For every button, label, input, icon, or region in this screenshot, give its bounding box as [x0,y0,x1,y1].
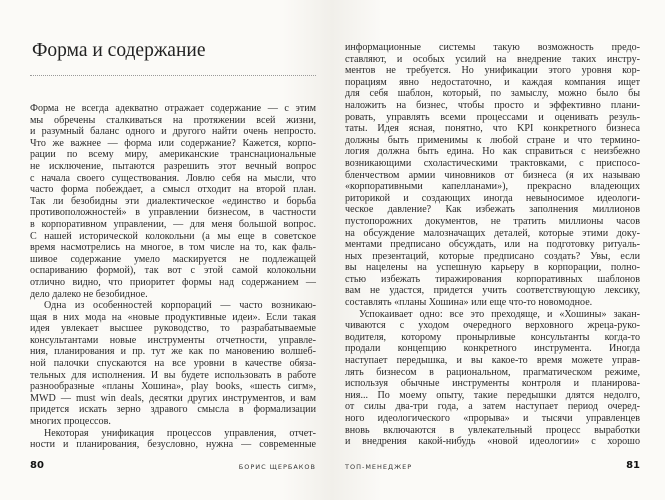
text-line: таты. Идея ясная, понятно, что KPI конкретного бизнеса [345,123,640,135]
page-number: 80 [30,460,44,471]
text-line: чиваются с уходом очередного верховного жреца-руко- [345,320,640,332]
right-page [332,0,665,500]
body-text [30,103,316,451]
text-line: Что же важнее — форма или содержание? Кажется, корпо- [30,137,316,149]
text-line: на обсуждение малозначащих деталей, которые этими доку- [345,227,640,239]
text-line: ного идеологического «прорыва» и тысячи управленцев [345,413,640,424]
text-line: часто форма побеждает, а смысл отходит на второй план. [30,184,316,196]
text-line: для себя шаблон, который, по замыслу, можно было бы [345,88,640,100]
text-line: ной палочки спускаются на все уровни в качестве обяза- [30,358,316,370]
text-line: вновь включаются в увлекательный процесс выработки [345,424,640,436]
text-line: составлять «планы Хошина» или еще что-то новомодное. [345,297,593,309]
text-line: порациям явно недостаточно, и каждая компания ищет [345,76,640,88]
text-line: ния, планирования и пр. тут же как по мановению волшеб- [30,346,316,358]
text-line: MWD — must win deals, десятки других инструментов, и вам [30,392,316,404]
text-line: время насмотрелись на многое, в том числе на то, как фаль- [30,242,316,254]
text-line: шивое содержание умело маскируется не подлежащей [30,253,316,265]
text-line: ности и планирования, безусловно, нужна — современные [30,439,316,451]
text-line: с начала своего существования. Ловлю себя на мысли, что [30,172,316,184]
text-line: водителя, которому пронырливые консультанты когда-то [345,331,640,343]
text-line: щая в них мода на «новые продуктивные идеи». Если такая [30,311,316,323]
title-divider [30,75,316,76]
text-line: противоположностей» в управлении бизнесом, в частности [30,207,316,219]
text-line: рации по всему миру, американские транснациональные [30,149,316,161]
text-line: стью избежать тиражирования корпоративных шаблонов [345,273,640,285]
text-line: мы обречены сталкиваться на протяжении всей жизни, [30,114,316,126]
text-line: разнообразные «планы Хошина», play books, «шесть сигм», [30,381,316,393]
text-line: и внедрения какой-нибудь «новой идеологии» с хорошо [345,436,640,448]
text-line: придется искать зерно здравого смысла в формализации [30,404,316,416]
text-line: не исключение, пытаются разрешить этот вечный вопрос [30,160,316,172]
text-line: ных презентаций, которые предписано создать? Увы, если [345,250,640,262]
text-line: Так ли безобидны эти диалектическое «единство и борьба [30,195,316,207]
paragraph [30,300,316,428]
paragraph [345,42,640,309]
text-line: ментами предписано обсуждать, или на подготовку ритуаль- [345,239,640,251]
text-line: Одна из особенностей корпораций — часто возникаю- [44,300,316,312]
text-line: продали концепцию конкретного инструмента. Иногда [345,343,640,355]
text-line: от силы два-три года, а затем наступает период очеред- [345,401,640,413]
text-line: возникающими схоластическими трактовками, с приспосо- [345,157,640,169]
text-line: бленчеством армии чиновников от бизнеса (я их называю [345,169,640,181]
text-line: используя обычные инструменты контроля и планирова- [345,378,640,390]
text-line: ческое давление? Как избежать заполнения миллионов [345,204,640,216]
text-line: многих процессов. [30,416,111,428]
text-line: консультантами новые инструменты отчетности, управле- [30,334,316,346]
text-line: информационные системы такую возможность предо- [345,42,640,53]
text-line: ния... По моему опыту, такие передышки длятся недолго, [345,389,640,401]
text-line: Форма не всегда адекватно отражает содержание — с этим [30,103,316,114]
text-line: в корпоративном управлении, — для меня большой вопрос. [30,218,316,230]
page-number: 81 [626,460,640,471]
text-line: отлично видно, что приоритет формы над содержанием — [30,276,316,288]
text-line: «корпоративными капелланами»), прекрасно владеющих [345,181,640,193]
paragraph [30,103,316,300]
text-line: ровать, управлять всеми процессами и оценивать резуль- [345,111,640,123]
paragraph [345,309,640,448]
text-line: риторикой и создающих иногда невыносимое идеологи- [345,192,640,204]
text-line: и разумный баланс одного и другого найти очень непросто. [30,126,316,138]
text-line: ментов не требуется. Но унификации этого уровня кор- [345,65,640,77]
running-head-author: БОРИС ЩЕРБАКОВ [238,463,316,471]
left-page [0,0,332,500]
chapter-title: Форма и содержание [32,40,206,61]
text-line: логия должна быть едина. Но как справиться с неизбежно [345,146,640,158]
text-line: Некоторая унификация процессов управления, отчет- [44,427,316,439]
text-line: Успокаивает одно: все это преходяще, и «Хошины» закан- [359,308,640,320]
text-line: дело далеко не безобидное. [30,288,148,300]
body-text [345,42,640,448]
text-line: вы нацелены на успешную карьеру в корпорации, полно- [345,262,640,274]
text-line: С нашей исторической колокольни (а мы еще в советское [30,230,316,242]
text-line: вам не удастся, придется учить соответствующую лексику, [345,285,640,297]
text-line: должны быть применимы к любой стране и что термино- [345,134,640,146]
text-line: идея увлекает высшее руководство, то разрабатываемые [30,323,316,335]
text-line: пустопорожних документов, не тратить миллионы часов [345,215,640,227]
text-line: ставляют, и особых усилий на внедрение таких инстру- [345,53,640,65]
running-head-book: ТОП-МЕНЕДЖЕР [345,463,413,471]
text-line: лять бизнесом в рациональном, прагматическом режиме, [345,366,640,378]
text-line: наложить на бизнес, чтобы просто и эффективно плани- [345,99,640,111]
text-line: оспариванию формой), так вот с этой самой колокольни [30,265,316,277]
text-line: наступает передышка, и вы какое-то время можете управ- [345,355,640,367]
text-line: тельных для исполнения. И вы будете использовать в работе [30,369,316,381]
paragraph [30,428,316,451]
